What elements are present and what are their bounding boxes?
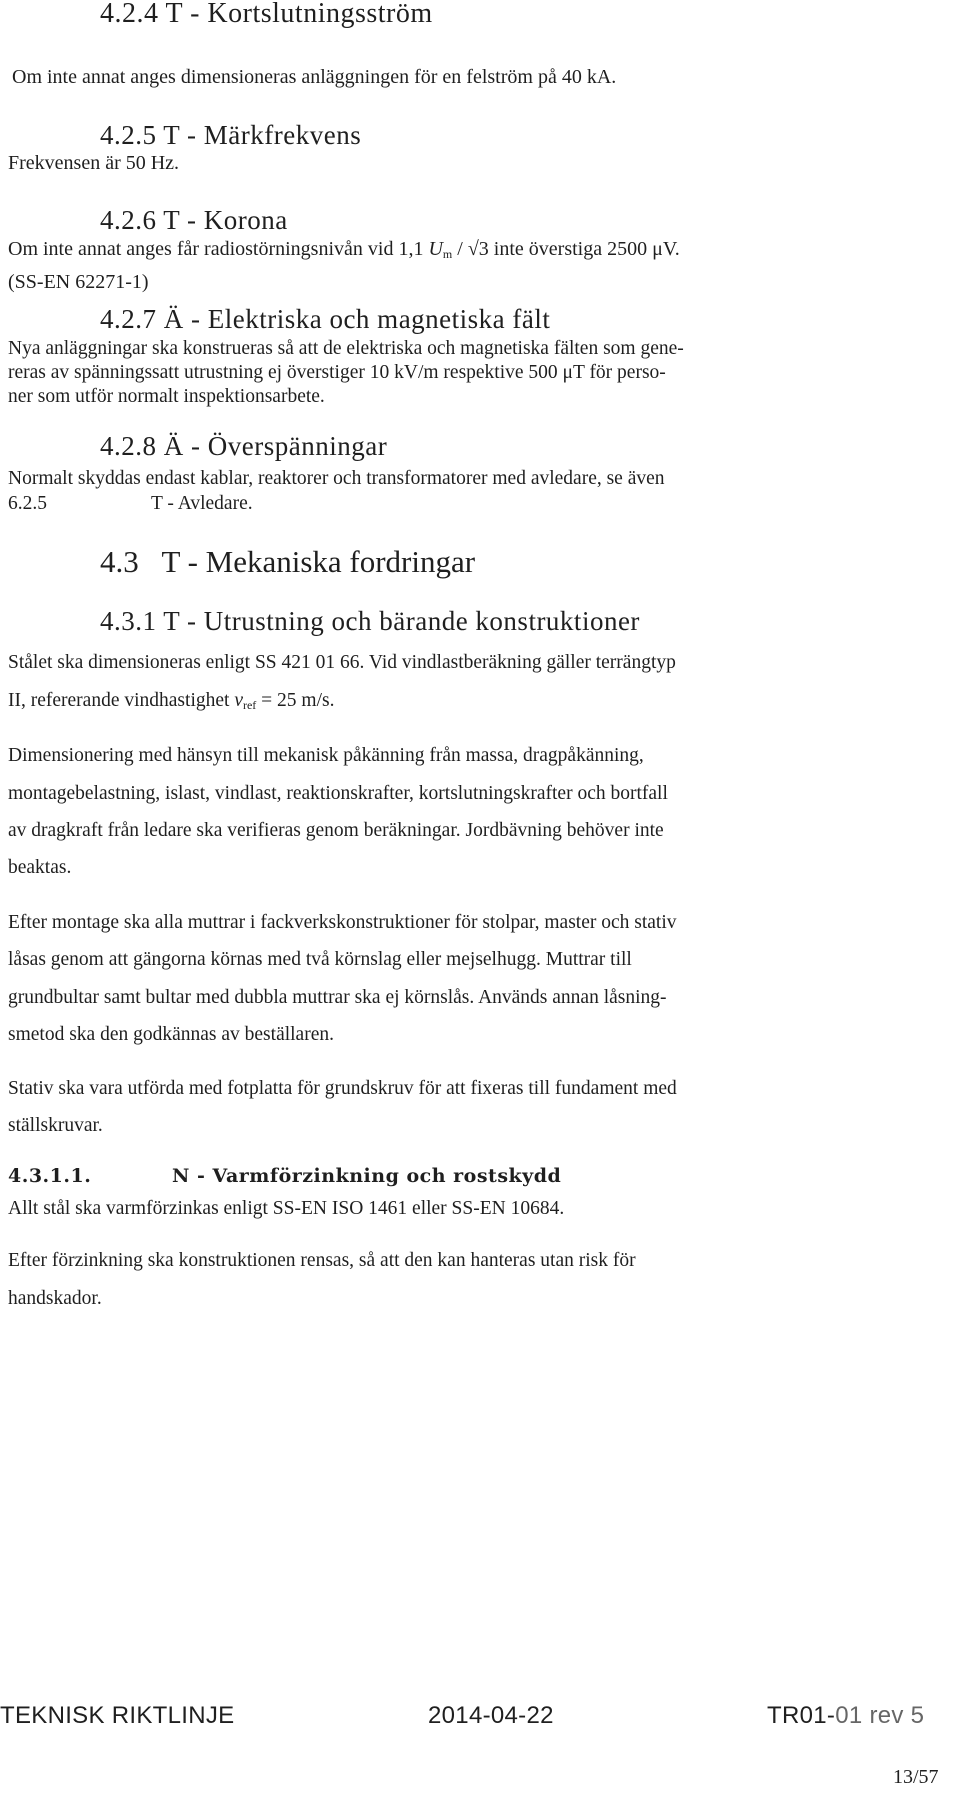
section-heading: 4.3.1 T - Utrustning och bärande konstruktioner [100,606,640,636]
subsection-title: N - Varmförzinkning och rostskydd [172,1165,562,1187]
text-fragment: Om inte annat anges får radiostörningsnivån vid 1,1 [8,238,424,260]
chapter-heading: 4.3 T - Mekaniska fordringar [100,544,476,579]
paragraph-line: av dragkraft från ledare ska verifieras genom beräkningar. Jordbävning behöver inte [8,820,664,841]
section-ref-title: T - Avledare. [151,493,253,514]
paragraph-line [8,690,334,713]
paragraph-line: montagebelastning, islast, vindlast, reaktionskrafter, kortslutningskrafter och bortfall [8,783,668,804]
paragraph-line: Efter montage ska alla muttrar i fackverkskonstruktioner för stolpar, master och stativ [8,912,677,933]
paragraph-line: Stativ ska vara utförda med fotplatta för grundskruv för att fixeras till fundament med [8,1078,677,1099]
paragraph [8,238,680,262]
section-heading: 4.2.5 T - Märkfrekvens [100,120,362,150]
subsection-number: 4.3.1.1. [8,1165,92,1187]
footer-date: 2014-04-22 [428,1702,554,1729]
paragraph-line: Stålet ska dimensioneras enligt SS 421 01 66. Vid vindlastberäkning gäller terrängtyp [8,652,676,673]
footer-doc-title: TEKNISK RIKTLINJE [0,1702,235,1729]
symbol-u: U [428,238,443,260]
paragraph-line: ner som utför normalt inspektionsarbete. [8,386,325,407]
paragraph-line: reras av spänningssatt utrustning ej överstiger 10 kV/m respektive 500 μT för perso- [8,362,666,383]
paragraph-line: smetod ska den godkännas av beställaren. [8,1024,334,1045]
section-heading: 4.2.7 Ä - Elektriska och magnetiska fält [100,304,551,334]
text-fragment: II, refererande vindhastighet [8,690,230,711]
symbol-v: v [234,690,243,711]
standard-reference: (SS-EN 62271-1) [8,271,149,293]
paragraph-line: Nya anläggningar ska konstrueras så att de elektriska och magnetiska fälten som gene- [8,338,684,359]
subscript: m [442,247,453,261]
paragraph-line: ställskruvar. [8,1115,103,1136]
paragraph-line: beaktas. [8,857,72,878]
subscript: ref [242,698,257,712]
page-number: 13/57 [893,1766,939,1788]
paragraph-line: Efter förzinkning ska konstruktionen rensas, så att den kan hanteras utan risk för [8,1250,636,1271]
paragraph-line: låsas genom att gängorna körnas med två körnslag eller mejselhugg. Muttrar till [8,949,632,970]
footer-revision: 01 rev 5 [835,1702,925,1729]
paragraph: Frekvensen är 50 Hz. [8,152,180,174]
section-heading: 4.2.8 Ä - Överspänningar [100,431,388,461]
footer-doc-id-prefix: TR01- [767,1702,836,1729]
paragraph-line: Allt stål ska varmförzinkas enligt SS-EN ISO 1461 eller SS-EN 10684. [8,1198,565,1219]
section-heading: 4.2.6 T - Korona [100,205,288,235]
text-fragment: / √3 inte överstiga 2500 μV. [457,238,680,260]
section-ref-number: 6.2.5 [8,493,47,514]
paragraph-line: handskador. [8,1288,102,1309]
text-fragment: = 25 m/s. [261,690,335,711]
footer-doc-id [767,1702,924,1730]
paragraph-line: Dimensionering med hänsyn till mekanisk påkänning från massa, dragpåkänning, [8,745,644,766]
paragraph: Om inte annat anges dimensioneras anläggningen för en felström på 40 kA. [12,66,617,88]
paragraph-line: grundbultar samt bultar med dubbla muttrar ska ej körnslås. Används annan låsning- [8,987,667,1008]
paragraph-line: Normalt skyddas endast kablar, reaktorer och transformatorer med avledare, se även [8,468,665,489]
section-heading: 4.2.4 T - Kortslutningsström [100,0,433,29]
